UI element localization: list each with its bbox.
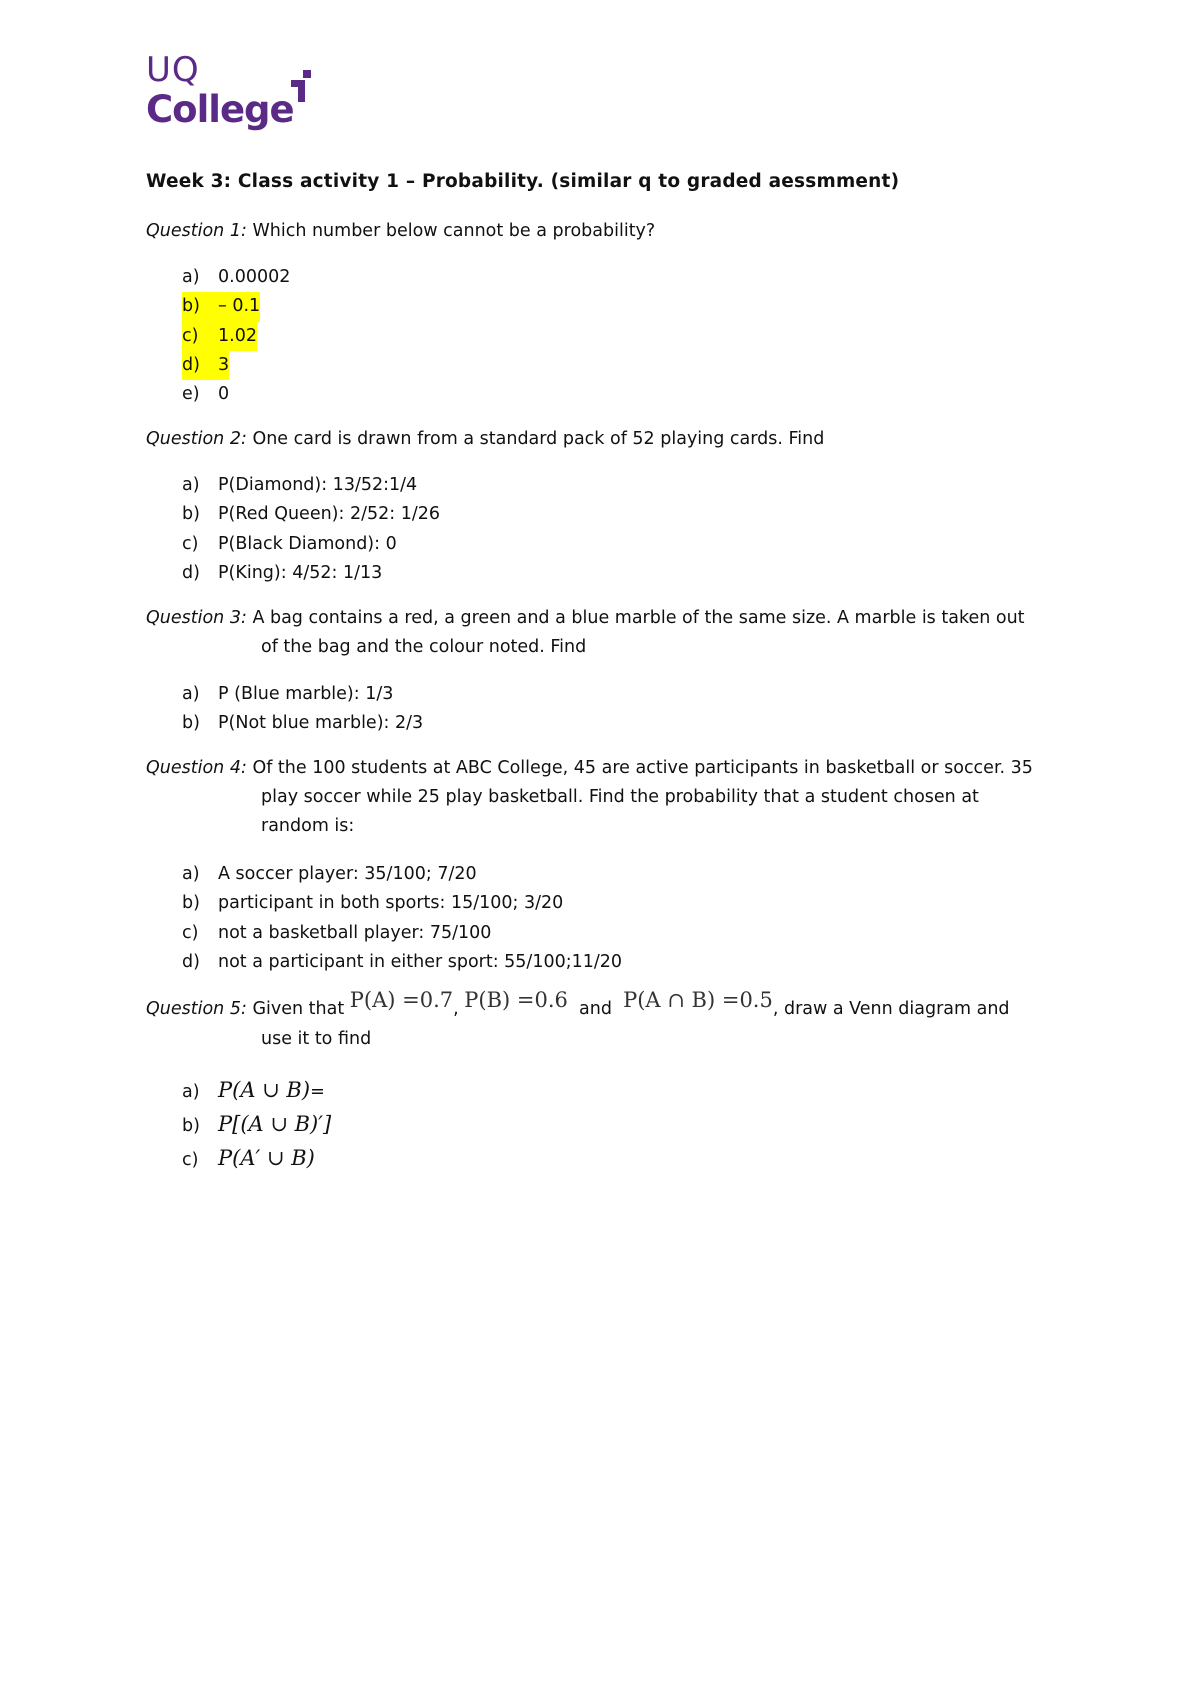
question-5-text-continued: use it to find xyxy=(261,1029,372,1049)
list-item xyxy=(182,709,423,738)
question-4-text: Of the 100 students at ABC College, 45 are active participants in basketball or soccer. 35 xyxy=(246,758,1033,778)
option-letter: d) xyxy=(182,351,218,380)
question-4-options xyxy=(182,860,622,977)
question-1-text: Which number below cannot be a probability? xyxy=(246,221,656,241)
list-item xyxy=(182,1107,331,1141)
probability-intersection-formula: P(A ∩ B) =0.5 xyxy=(623,988,773,1012)
option-value: not a participant in either sport: 55/100;11/20 xyxy=(218,951,623,972)
probability-a-formula: P(A) =0.7 xyxy=(349,988,454,1012)
option-letter: b) xyxy=(182,1116,200,1136)
option-value: P(Not blue marble): 2/3 xyxy=(218,713,424,734)
question-3-label: Question 3: xyxy=(146,608,247,628)
option-letter: a) xyxy=(182,267,200,287)
option-value: participant in both sports: 15/100; 3/20 xyxy=(218,893,564,914)
option-suffix: = xyxy=(310,1082,325,1102)
list-item xyxy=(182,559,440,588)
question-4 xyxy=(146,754,1060,841)
option-letter: b) xyxy=(182,292,218,321)
question-5-text-tail: , draw a Venn diagram and xyxy=(772,999,1010,1019)
option-letter: a) xyxy=(182,864,200,884)
option-value: 0.00002 xyxy=(218,267,291,287)
list-item xyxy=(182,380,290,409)
option-letter: a) xyxy=(182,475,200,495)
list-item xyxy=(182,500,440,529)
option-letter: d) xyxy=(182,951,200,972)
question-2-options xyxy=(182,471,440,588)
list-item xyxy=(182,948,622,977)
option-value: P(Black Diamond): 0 xyxy=(218,533,397,554)
option-value: 0 xyxy=(218,384,230,405)
option-formula: P(A′ ∪ B) xyxy=(218,1146,315,1170)
list-item xyxy=(182,919,622,948)
question-4-label: Question 4: xyxy=(146,758,247,778)
option-letter: d) xyxy=(182,562,200,583)
probability-b-formula: P(B) =0.6 xyxy=(464,988,568,1012)
question-4-text-continued: play soccer while 25 play basketball. Find the probability that a student chosen at xyxy=(261,787,979,807)
option-formula: P(A ∪ B) xyxy=(218,1078,311,1102)
list-item xyxy=(182,530,440,559)
question-3-text-continued: of the bag and the colour noted. Find xyxy=(261,637,587,657)
option-letter: b) xyxy=(182,713,200,734)
question-5 xyxy=(146,988,1060,1054)
option-value: 1.02 xyxy=(218,325,257,346)
option-letter: c) xyxy=(182,1150,199,1170)
page-title: Week 3: Class activity 1 – Probability. (similar q to graded aessmment) xyxy=(146,171,900,192)
list-item xyxy=(182,680,423,709)
highlighted-list-item xyxy=(182,351,229,380)
question-3-options xyxy=(182,680,423,739)
option-value: not a basketball player: 75/100 xyxy=(218,922,492,943)
list-item xyxy=(182,471,440,500)
question-1 xyxy=(146,217,1060,246)
option-letter: b) xyxy=(182,504,200,525)
list-item xyxy=(182,889,622,918)
logo-line-uq: UQ xyxy=(146,50,200,90)
option-letter: a) xyxy=(182,1082,200,1102)
highlighted-list-item xyxy=(182,292,260,321)
question-5-text: Given that xyxy=(246,999,350,1019)
option-letter: c) xyxy=(182,533,199,554)
option-value: A soccer player: 35/100; 7/20 xyxy=(218,864,477,884)
question-2 xyxy=(146,425,1060,454)
option-value: P(Diamond): 13/52:1/4 xyxy=(218,475,418,495)
question-1-options xyxy=(182,263,290,409)
list-item xyxy=(182,1141,331,1175)
question-4-text-continued: random is: xyxy=(261,816,355,836)
option-value: 3 xyxy=(218,354,230,375)
list-item xyxy=(182,1073,331,1107)
and-text: and xyxy=(579,999,612,1019)
logo-line-college: College xyxy=(146,88,294,131)
option-letter: e) xyxy=(182,384,200,405)
question-1-label: Question 1: xyxy=(146,221,247,241)
option-letter: c) xyxy=(182,922,199,943)
option-value: – 0.1 xyxy=(218,296,261,317)
question-2-text: One card is drawn from a standard pack of 52 playing cards. Find xyxy=(246,429,825,449)
comma: , xyxy=(453,999,459,1019)
list-item xyxy=(182,860,622,889)
question-3-text: A bag contains a red, a green and a blue marble of the same size. A marble is taken out xyxy=(246,608,1025,628)
option-letter: c) xyxy=(182,322,218,351)
list-item xyxy=(182,263,290,292)
option-value: P(King): 4/52: 1/13 xyxy=(218,562,383,583)
uq-college-logo xyxy=(146,50,326,136)
question-5-label: Question 5: xyxy=(146,999,247,1019)
option-letter: a) xyxy=(182,684,200,704)
highlighted-list-item xyxy=(182,322,257,351)
question-2-label: Question 2: xyxy=(146,429,247,449)
option-formula: P[(A ∪ B)′] xyxy=(218,1112,332,1136)
question-3 xyxy=(146,604,1060,662)
option-letter: b) xyxy=(182,893,200,914)
logo-mark-icon xyxy=(291,70,313,104)
question-5-options xyxy=(182,1073,331,1175)
option-value: P(Red Queen): 2/52: 1/26 xyxy=(218,504,441,525)
option-value: P (Blue marble): 1/3 xyxy=(218,684,394,704)
